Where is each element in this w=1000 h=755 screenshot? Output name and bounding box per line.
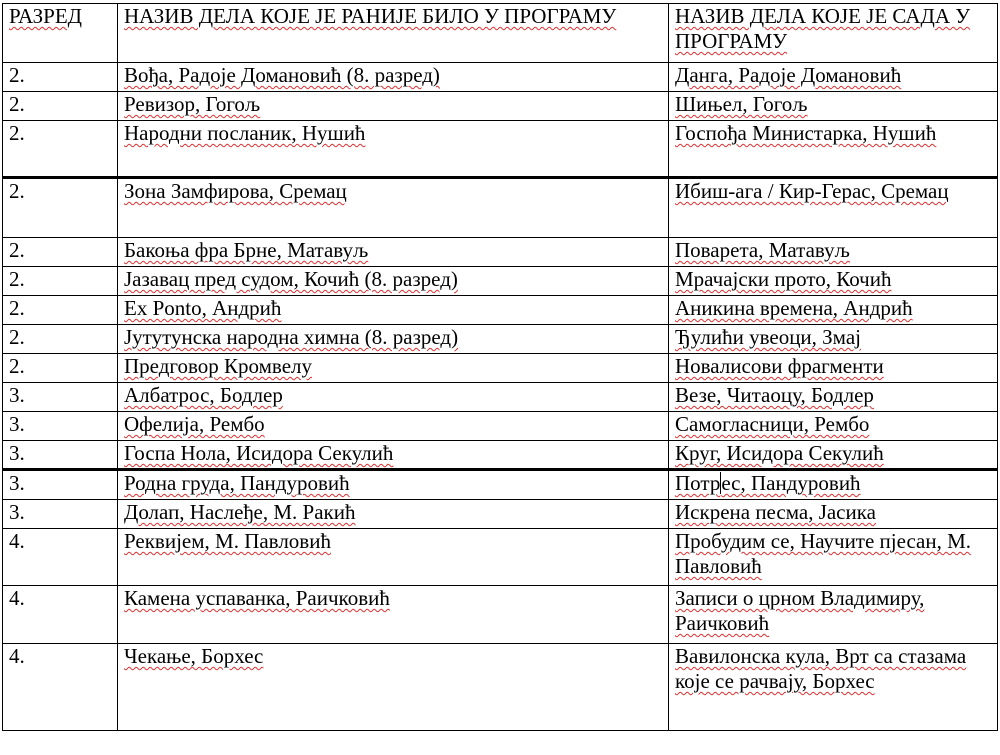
header-grade[interactable]: РАЗРЕД xyxy=(3,4,118,63)
old-work-cell[interactable]: Народни посланик, Нушић xyxy=(118,121,669,178)
new-work-cell[interactable]: Поварета, Матавуљ xyxy=(669,238,998,267)
new-work-cell[interactable]: Записи о црном Владимиру, Раичковић xyxy=(669,586,998,644)
new-work-cell[interactable]: Шињел, Гогољ xyxy=(669,92,998,121)
old-work-cell[interactable]: Вођа, Радоје Домановић (8. разред) xyxy=(118,63,669,92)
table-row xyxy=(3,412,998,441)
grade-cell[interactable]: 3. xyxy=(3,441,118,470)
table-row xyxy=(3,178,998,238)
new-work-cell[interactable] xyxy=(669,470,998,500)
grade-cell[interactable]: 2. xyxy=(3,296,118,325)
new-work-cell[interactable]: Госпођа Министарка, Нушић xyxy=(669,121,998,178)
table-row xyxy=(3,586,998,644)
grade-cell[interactable]: 2. xyxy=(3,238,118,267)
new-work-cell[interactable]: Аникина времена, Андрић xyxy=(669,296,998,325)
table-row xyxy=(3,267,998,296)
old-work-cell[interactable]: Ревизор, Гогољ xyxy=(118,92,669,121)
grade-cell[interactable]: 2. xyxy=(3,354,118,383)
old-work-cell[interactable]: Чекање, Борхес xyxy=(118,644,669,731)
grade-cell[interactable]: 3. xyxy=(3,412,118,441)
grade-cell[interactable]: 2. xyxy=(3,92,118,121)
table-row xyxy=(3,325,998,354)
grade-cell[interactable]: 2. xyxy=(3,121,118,178)
grade-cell[interactable]: 4. xyxy=(3,644,118,731)
old-work-cell[interactable]: Зона Замфирова, Сремац xyxy=(118,178,669,238)
grade-cell[interactable]: 2. xyxy=(3,178,118,238)
new-work-cell[interactable]: Мрачајски прото, Кочић xyxy=(669,267,998,296)
new-work-cell[interactable]: Данга, Радоје Домановић xyxy=(669,63,998,92)
table-row xyxy=(3,441,998,470)
old-work-cell[interactable]: Јутутунска народна химна (8. разред) xyxy=(118,325,669,354)
old-work-cell[interactable]: Долап, Наслеђе, М. Ракић xyxy=(118,500,669,529)
table-row xyxy=(3,238,998,267)
new-work-cell[interactable]: Везе, Читаоцу, Бодлер xyxy=(669,383,998,412)
table-row xyxy=(3,470,998,500)
old-work-cell[interactable]: Ex Ponto, Андрић xyxy=(118,296,669,325)
old-work-cell[interactable]: Предговор Кромвелу xyxy=(118,354,669,383)
program-changes-table xyxy=(2,3,998,731)
table-row xyxy=(3,296,998,325)
old-work-cell[interactable]: Јазавац пред судом, Кочић (8. разред) xyxy=(118,267,669,296)
old-work-cell[interactable]: Госпа Нола, Исидора Секулић xyxy=(118,441,669,470)
grade-cell[interactable]: 4. xyxy=(3,586,118,644)
table-row xyxy=(3,500,998,529)
grade-cell[interactable]: 2. xyxy=(3,63,118,92)
old-work-cell[interactable]: Бакоња фра Брне, Матавуљ xyxy=(118,238,669,267)
grade-cell[interactable]: 3. xyxy=(3,470,118,500)
old-work-cell[interactable]: Офелија, Рембо xyxy=(118,412,669,441)
header-new-work[interactable]: НАЗИВ ДЕЛА КОЈЕ ЈЕ САДА У ПРОГРАМУ xyxy=(669,4,998,63)
new-work-cell[interactable]: Искрена песма, Јасика xyxy=(669,500,998,529)
table-row xyxy=(3,383,998,412)
grade-cell[interactable]: 2. xyxy=(3,325,118,354)
table-row xyxy=(3,529,998,586)
table-row xyxy=(3,92,998,121)
old-work-cell[interactable]: Камена успаванка, Раичковић xyxy=(118,586,669,644)
new-work-cell[interactable]: Ибиш-ага / Кир-Герас, Сремац xyxy=(669,178,998,238)
new-work-cell[interactable]: Ђулићи увеоци, Змај xyxy=(669,325,998,354)
new-work-text-before-cursor: Потр xyxy=(675,471,721,495)
grade-cell[interactable]: 3. xyxy=(3,383,118,412)
new-work-cell[interactable]: Пробудим се, Научите пјесан, М. Павловић xyxy=(669,529,998,586)
table-row xyxy=(3,644,998,731)
new-work-cell[interactable]: Новалисови фрагменти xyxy=(669,354,998,383)
table-row xyxy=(3,121,998,178)
old-work-cell[interactable]: Реквијем, М. Павловић xyxy=(118,529,669,586)
header-row xyxy=(3,4,998,63)
grade-cell[interactable]: 2. xyxy=(3,267,118,296)
grade-cell[interactable]: 3. xyxy=(3,500,118,529)
old-work-cell[interactable]: Родна груда, Пандуровић xyxy=(118,470,669,500)
table-row xyxy=(3,354,998,383)
new-work-text-after-cursor: ес, Пандуровић xyxy=(721,471,861,495)
new-work-cell[interactable]: Круг, Исидора Секулић xyxy=(669,441,998,470)
header-old-work[interactable]: НАЗИВ ДЕЛА КОЈЕ ЈЕ РАНИЈЕ БИЛО У ПРОГРАМУ xyxy=(118,4,669,63)
grade-cell[interactable]: 4. xyxy=(3,529,118,586)
table-row xyxy=(3,63,998,92)
old-work-cell[interactable]: Албатрос, Бодлер xyxy=(118,383,669,412)
new-work-cell[interactable]: Самогласници, Рембо xyxy=(669,412,998,441)
new-work-cell[interactable]: Вавилонска кула, Врт са стазама које се рачвају, Борхес xyxy=(669,644,998,731)
